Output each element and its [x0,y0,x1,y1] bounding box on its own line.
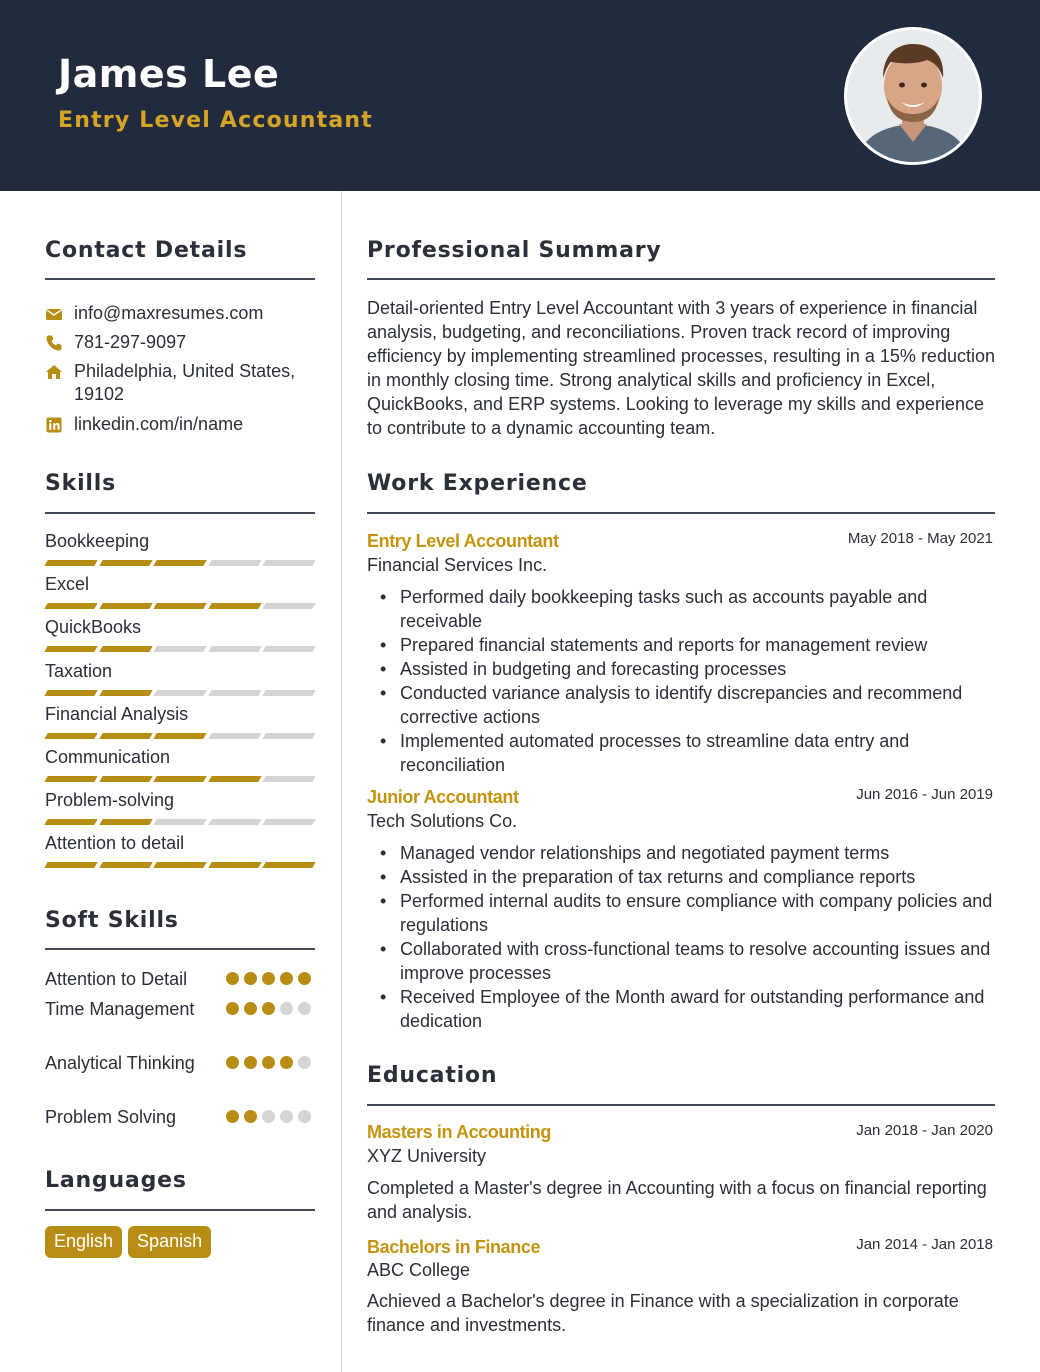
skill-level-segment [208,690,261,696]
list-item: • Assisted in budgeting and forecasting processes [367,657,997,681]
rating-dot [244,972,257,985]
skill-level-segment [208,733,261,739]
education-heading: Education [367,1063,498,1088]
skill-level-segment [99,603,152,609]
skill-name: Problem-solving [45,790,175,810]
rating-dot [244,1056,257,1069]
soft-skill-rating [226,972,311,985]
skill-level-segment [153,819,206,825]
languages-heading: Languages [45,1168,187,1193]
contact-email[interactable] [45,302,314,325]
list-item: • Assisted in the preparation of tax returns and compliance reports [367,865,997,889]
rating-dot [226,1056,239,1069]
soft-skill-rating [226,1056,311,1069]
skill-name: Taxation [45,661,113,681]
languages-list [45,1226,211,1258]
skill-level-segment [44,776,97,782]
contact-address [45,360,314,406]
contact-phone-text: 781-297-9097 [74,332,187,352]
education-description: Achieved a Bachelor's degree in Finance with a specialization in corporate finance and investments. [367,1291,959,1335]
list-item: • Implemented automated processes to streamline data entry and reconciliation [367,729,997,777]
summary-heading-rule [367,278,995,280]
list-item: • Managed vendor relationships and negotiated payment terms [367,841,997,865]
skill-level-bar [46,862,314,868]
skill-level-segment [263,733,316,739]
rating-dot [244,1002,257,1015]
list-item: • Performed daily bookkeeping tasks such as accounts payable and receivable [367,585,997,633]
skill-level-segment [44,690,97,696]
list-item: • Performed internal audits to ensure compliance with company policies and regulations [367,889,997,937]
linkedin-icon [45,416,63,434]
experience-heading-rule [367,512,995,514]
skill-level-segment [263,646,316,652]
rating-dot [280,1110,293,1123]
rating-dot [244,1110,257,1123]
skill-level-segment [153,733,206,739]
home-icon [45,363,63,381]
contact-linkedin[interactable] [45,413,314,436]
skill-level-segment [44,603,97,609]
experience-heading: Work Experience [367,471,588,496]
skill-name: Communication [45,747,171,767]
skill-level-segment [263,819,316,825]
job-dates: Jun 2016 - Jun 2019 [856,786,993,803]
skill-level-segment [44,862,97,868]
school-name: XYZ University [367,1146,487,1166]
skill-level-segment [99,646,152,652]
skill-level-segment [153,776,206,782]
soft-skill-name: Problem Solving [45,1107,177,1127]
skill-level-segment [208,776,261,782]
soft-skill-rating [226,1110,311,1123]
rating-dot [226,1110,239,1123]
skill-level-segment [99,862,152,868]
education-dates: Jan 2014 - Jan 2018 [856,1236,993,1253]
skill-level-segment [44,733,97,739]
skill-level-segment [263,776,316,782]
candidate-name: James Lee [58,52,280,96]
rating-dot [298,972,311,985]
school-name: ABC College [367,1260,471,1280]
skill-level-bar [46,646,314,652]
degree-title: Bachelors in Finance [367,1237,541,1257]
skill-name: Financial Analysis [45,704,189,724]
job-bullets [367,841,997,1033]
education-heading-rule [367,1104,995,1106]
skill-level-segment [99,560,152,566]
skill-level-segment [99,819,152,825]
skill-level-bar [46,603,314,609]
summary-heading: Professional Summary [367,238,662,263]
rating-dot [298,1056,311,1069]
job-company: Financial Services Inc. [367,555,548,575]
summary-text: Detail-oriented Entry Level Accountant with 3 years of experience in financial analysis, budgeting, and reconciliations. Proven track record of improving efficiency by implementing streamlined processes, resulting in a 15% reduction in monthly closing time. Strong analytical skills and proficiency in Excel, QuickBooks, and ERP systems. Looking to leverage my skills and experience to contribute to a dynamic accounting team. [367,298,995,438]
skill-level-segment [99,733,152,739]
skill-level-segment [208,646,261,652]
skill-level-segment [153,560,206,566]
job-company: Tech Solutions Co. [367,811,518,831]
rating-dot [226,1002,239,1015]
profile-photo [844,27,982,165]
skill-level-segment [99,690,152,696]
contact-linkedin-text: linkedin.com/in/name [74,414,244,434]
rating-dot [262,972,275,985]
skill-name: Excel [45,574,90,594]
skill-level-bar [46,819,314,825]
skill-level-segment [208,862,261,868]
skill-level-segment [153,690,206,696]
column-divider [341,191,342,1372]
skill-level-segment [263,862,316,868]
portrait-illustration [847,30,979,162]
skill-level-segment [44,560,97,566]
contact-phone[interactable] [45,331,314,354]
skills-heading: Skills [45,471,116,496]
soft-skill-rating [226,1002,311,1015]
skill-level-segment [208,819,261,825]
skill-level-segment [44,646,97,652]
job-title: Junior Accountant [367,787,519,807]
contact-heading: Contact Details [45,238,248,263]
contact-heading-rule [45,278,315,280]
soft-skill-name: Time Management [45,999,195,1019]
skill-name: Bookkeeping [45,531,150,551]
skill-level-segment [99,776,152,782]
list-item: • Collaborated with cross-functional teams to resolve accounting issues and improve processes [367,937,997,985]
education-description: Completed a Master's degree in Accounting with a focus on financial reporting and analysis. [367,1178,987,1222]
list-item: • Conducted variance analysis to identify discrepancies and recommend corrective actions [367,681,997,729]
skill-level-segment [153,603,206,609]
language-badge: English [45,1226,122,1258]
soft-skills-heading-rule [45,948,315,950]
skill-level-bar [46,733,314,739]
soft-skill-name: Analytical Thinking [45,1053,195,1073]
skill-level-segment [208,603,261,609]
job-bullets [367,585,997,777]
skill-level-bar [46,690,314,696]
skill-level-segment [153,646,206,652]
skill-level-segment [153,862,206,868]
skill-name: Attention to detail [45,833,185,853]
contact-address-text: Philadelphia, United States, 19102 [74,361,296,404]
languages-heading-rule [45,1209,315,1211]
skill-name: QuickBooks [45,617,142,637]
rating-dot [298,1002,311,1015]
rating-dot [280,972,293,985]
contact-email-text: info@maxresumes.com [74,303,264,323]
resume-header [0,0,1040,191]
education-dates: Jan 2018 - Jan 2020 [856,1122,993,1139]
list-item: • Prepared financial statements and reports for management review [367,633,997,657]
rating-dot [280,1056,293,1069]
degree-title: Masters in Accounting [367,1122,551,1142]
envelope-icon [45,305,63,323]
candidate-title: Entry Level Accountant [58,108,373,133]
skill-level-segment [263,560,316,566]
skill-level-segment [263,690,316,696]
skill-level-segment [208,560,261,566]
rating-dot [226,972,239,985]
rating-dot [298,1110,311,1123]
rating-dot [262,1002,275,1015]
skill-level-segment [44,819,97,825]
skill-level-bar [46,776,314,782]
soft-skills-heading: Soft Skills [45,908,179,933]
language-badge: Spanish [128,1226,211,1258]
skill-level-bar [46,560,314,566]
skills-heading-rule [45,512,315,514]
soft-skill-name: Attention to Detail [45,969,188,989]
skill-level-segment [263,603,316,609]
rating-dot [280,1002,293,1015]
phone-icon [45,334,63,352]
list-item: • Received Employee of the Month award for outstanding performance and dedication [367,985,997,1033]
job-dates: May 2018 - May 2021 [847,530,993,547]
job-title: Entry Level Accountant [367,531,559,551]
rating-dot [262,1110,275,1123]
rating-dot [262,1056,275,1069]
